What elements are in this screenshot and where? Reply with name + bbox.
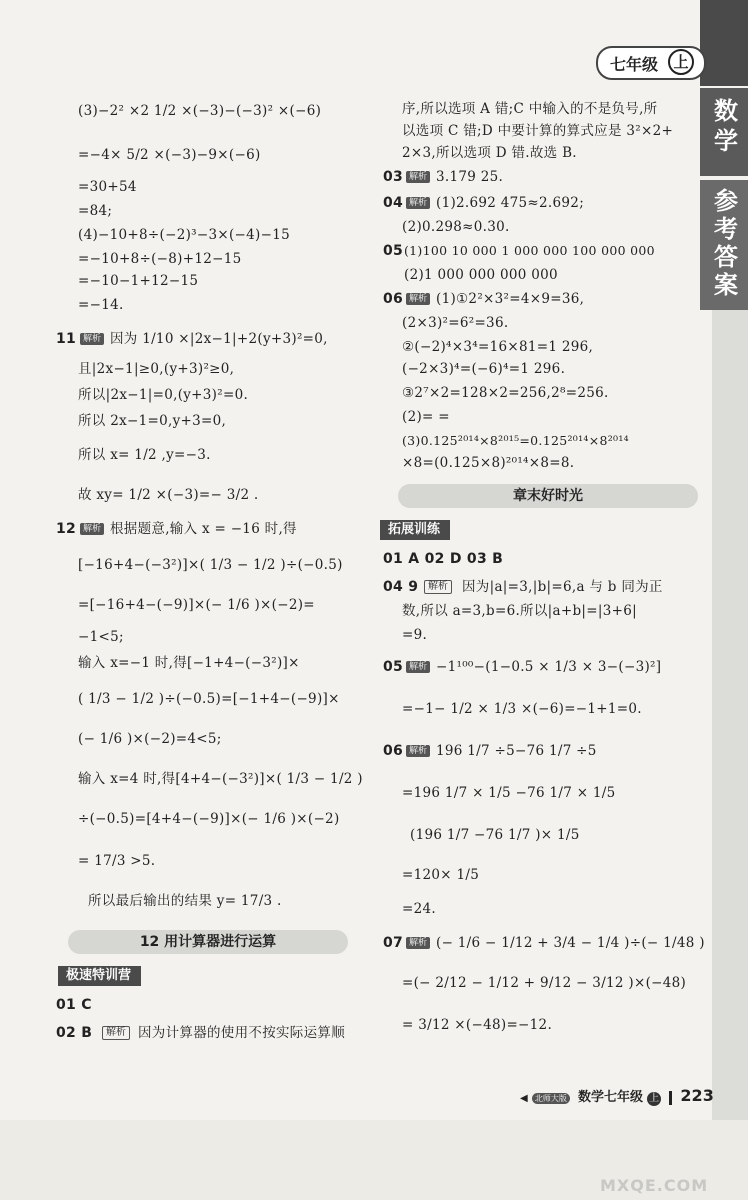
question-number-07: 07 [383,935,404,951]
term-circle: 上 [668,49,694,75]
line: (2)= = [402,409,450,425]
question-number-06b: 06 [383,743,404,759]
term-badge: 上 [649,1093,660,1104]
line: 因为计算器的使用不按实际运算顺 [138,1025,345,1041]
line: (− 1/6 )×(−2)=4<5; [78,731,222,747]
line: =9. [402,627,428,643]
subheading-speed-training: 极速特训营 [58,966,141,986]
side-tab-subject [700,88,748,176]
line: (−2×3)⁴=(−6)⁴=1 296. [402,361,566,377]
line: 所以最后输出的结果 y= 17/3 . [88,893,282,909]
line: ( 1/3 − 1/2 )÷(−0.5)=[−1+4−(−9)]× [78,691,340,707]
analysis-tag: 解析 [80,333,104,345]
line: =84; [78,203,113,219]
analysis-tag: 解析 [406,745,430,757]
answer-04: 04 9 [383,579,419,595]
analysis-tag: 解析 [102,1026,130,1040]
line: =(− 2/12 − 1/12 + 9/12 − 3/12 )×(−48) [402,975,687,991]
line: −1<5; [78,629,124,645]
line: (3)0.125²⁰¹⁴×8²⁰¹⁵=0.125²⁰¹⁴×8²⁰¹⁴ [402,433,629,448]
line: −1¹⁰⁰−(1−0.5 × 1/3 × 3−(−3)²] [436,659,662,675]
line: (− 1/6 − 1/12 + 3/4 − 1/4 )÷(− 1/48 ) [436,935,705,951]
question-number-12: 12 [56,521,77,537]
grade-label: 七年级 [610,55,659,74]
line: =−4× 5/2 ×(−3)−9×(−6) [78,147,261,163]
line: =−10+8÷(−8)+12−15 [78,251,242,267]
line: (196 1/7 −76 1/7 )× 1/5 [410,827,580,843]
line: =−14. [78,297,124,313]
line: =120× 1/5 [402,867,480,883]
line: 输入 x=−1 时,得[−1+4−(−3²)]× [78,655,300,671]
line: =196 1/7 × 1/5 −76 1/7 × 1/5 [402,785,616,801]
analysis-tag: 解析 [406,661,430,673]
line: 输入 x=4 时,得[4+4−(−3²)]×( 1/3 − 1/2 ) [78,771,363,787]
analysis-tag: 解析 [406,293,430,305]
line: 所以|2x−1|=0,(y+3)²=0. [78,387,249,403]
line: =−10−1+12−15 [78,273,199,289]
line: 因为|a|=3,|b|=6,a 与 b 同为正 [462,579,663,595]
answer-02: 02 B [56,1025,93,1041]
line: ×8=(0.125×8)²⁰¹⁴×8=8. [402,455,575,471]
line: 以选项 C 错;D 中要计算的算式应是 3²×2+ [402,123,674,139]
line: (2)0.298≈0.30. [402,219,510,235]
answers-01-03: 01 A 02 D 03 B [383,551,504,567]
answer-01: 01 C [56,997,92,1013]
side-tab-answers [700,180,748,310]
line: (1)100 10 000 1 000 000 100 000 000 [404,243,655,258]
line: 所以 2x−1=0,y+3=0, [78,413,227,429]
watermark: MXQE.COM [600,1176,709,1195]
line: 2×3,所以选项 D 错.故选 B. [402,145,577,161]
subheading-extension-training: 拓展训练 [380,520,450,540]
question-number-04: 04 [383,195,404,211]
line: = 3/12 ×(−48)=−12. [402,1017,553,1033]
section-12-title: 12 用计算器进行运算 [68,930,348,954]
question-number-05b: 05 [383,659,404,675]
side-tab-grade [700,0,748,86]
analysis-tag: 解析 [406,937,430,949]
line: (2)1 000 000 000 000 [404,267,558,283]
line: =−1− 1/2 × 1/3 ×(−6)=−1+1=0. [402,701,642,717]
publisher-badge: 北师大版 [532,1093,570,1104]
line: 且|2x−1|≥0,(y+3)²≥0, [78,361,235,377]
line: 196 1/7 ÷5−76 1/7 ÷5 [436,743,597,759]
arrow-left-icon: ◀ [520,1093,528,1104]
line: 因为 1/10 ×|2x−1|+2(y+3)²=0, [110,331,328,347]
line: 故 xy= 1/2 ×(−3)=− 3/2 . [78,487,259,503]
book-title: 数学七年级 [577,1090,643,1105]
footer-divider [669,1091,672,1105]
question-number-11: 11 [56,331,77,347]
line: 3.179 25. [436,169,504,185]
page-number: 223 [680,1086,714,1105]
analysis-tag: 解析 [424,580,452,594]
question-number-05: 05 [383,243,404,259]
question-number-06: 06 [383,291,404,307]
line: ÷(−0.5)=[4+4−(−9)]×(− 1/6 )×(−2) [78,811,340,827]
line: (1)①2²×3²=4×9=36, [436,291,585,307]
line: 序,所以选项 A 错;C 中输入的不是负号,所 [402,101,658,117]
answers-label: 参考答案 [709,188,738,300]
grade-pill [596,46,706,80]
side-strip [712,310,748,1120]
line: =30+54 [78,179,137,195]
line: (4)−10+8÷(−2)³−3×(−4)−15 [78,227,291,243]
line: (1)2.692 475≈2.692; [436,195,585,211]
line: 所以 x= 1/2 ,y=−3. [78,447,211,463]
line: =[−16+4−(−9)]×(− 1/6 )×(−2)= [78,597,315,613]
analysis-tag: 解析 [80,523,104,535]
section-chapter-end: 章末好时光 [398,484,698,508]
line: = 17/3 >5. [78,853,156,869]
line: (2×3)²=6²=36. [402,315,509,331]
line: ②(−2)⁴×3⁴=16×81=1 296, [402,339,594,355]
question-number-03: 03 [383,169,404,185]
line: =24. [402,901,436,917]
analysis-tag: 解析 [406,197,430,209]
line: 数,所以 a=3,b=6.所以|a+b|=|3+6| [402,603,637,619]
line: ③2⁷×2=128×2=256,2⁸=256. [402,385,609,401]
analysis-tag: 解析 [406,171,430,183]
line: [−16+4−(−3²)]×( 1/3 − 1/2 )÷(−0.5) [78,557,343,573]
line: (3)−2² ×2 1/2 ×(−3)−(−3)² ×(−6) [78,103,322,119]
line: 根据题意,输入 x = −16 时,得 [110,521,297,537]
page-footer [520,1086,714,1106]
subject-label: 数学 [709,98,738,158]
